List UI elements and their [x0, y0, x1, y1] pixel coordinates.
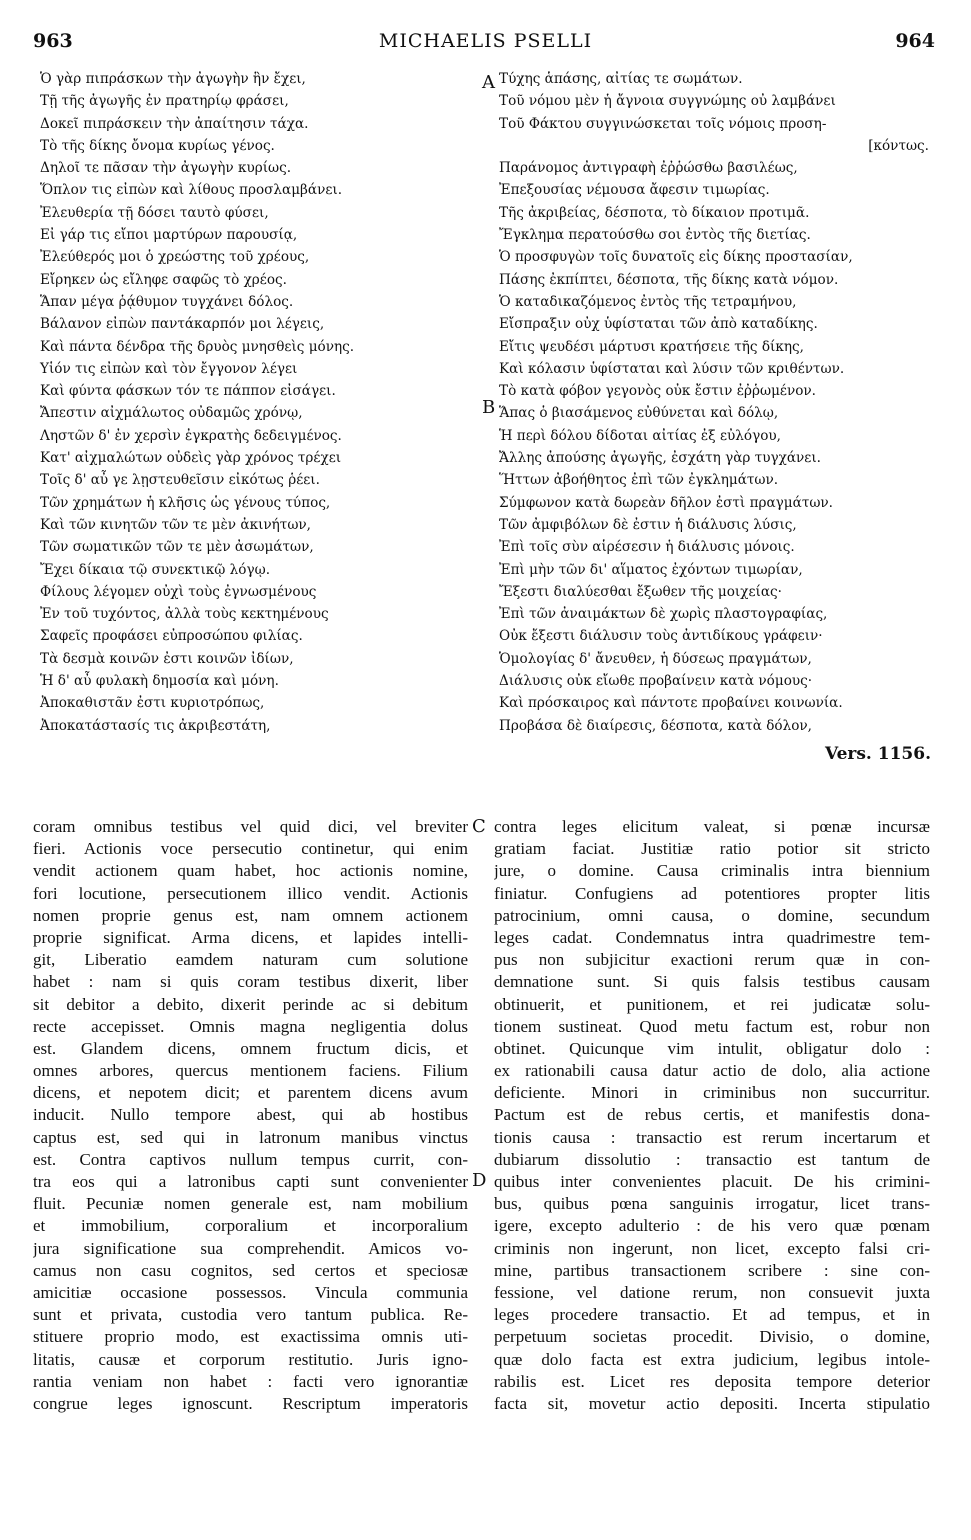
greek-left-line: Υἱόν τις εἰπὼν καὶ τὸν ἔγγονον λέγει — [40, 360, 298, 377]
page-header — [0, 30, 971, 60]
latin-left-line: congrue leges ignoscunt. Rescriptum imperatoris — [33, 1393, 468, 1413]
latin-left-line: habet : nam si quis coram testibus dixerit, liber — [33, 972, 468, 992]
greek-left-line: Σαφεῖς προφάσει εὐπροσώπου φιλίας. — [40, 628, 303, 645]
greek-left-line: Καὶ φύντα φάσκων τόν τε πάππον εἰσάγει. — [40, 383, 336, 400]
latin-left-line: coram omnibus testibus vel quid dici, vel breviter — [33, 817, 468, 836]
greek-right-line: Τύχης ἁπάσης, αἰτίας τε σωμάτων. — [499, 71, 743, 87]
greek-right-line: Τῆς ἀκριβείας, δέσποτα, τὸ δίκαιον προτιμᾶ. — [499, 204, 810, 221]
greek-right-line: [κόντως. — [868, 137, 929, 154]
greek-right-line: Παράνομος ἀντιγραφὴ ἐῤῥώσθω βασιλέως, — [499, 160, 798, 177]
greek-verse-left-column — [40, 68, 460, 737]
latin-left-line: est. Glandem dicens, omnem fructum dicis, et — [33, 1038, 468, 1058]
greek-right-line: Ἐπὶ τῶν ἀναιμάκτων δὲ χωρὶς πλαστογραφίας, — [499, 606, 828, 623]
greek-right-line: Ἅπας ὁ βιασάμενος εὐθύνεται καὶ δόλῳ, — [499, 405, 779, 422]
verse-number-note: Vers. 1156. — [824, 744, 931, 764]
greek-left-line: Κατ' αἰχμαλώτων οὐδεὶς γὰρ χρόνος τρέχει — [40, 450, 342, 467]
margin-letter-c: C — [472, 816, 486, 837]
latin-left-line: fluit. Pecuniæ nomen generale est, nam mobilium — [33, 1194, 468, 1214]
latin-right-line: contra leges elicitum valeat, si pœnæ incursæ — [494, 817, 930, 836]
latin-left-line: omnes arbores, quercus mentionem faciens. Filium — [33, 1061, 468, 1081]
page-number-right: 964 — [895, 30, 935, 52]
latin-left-line: est. Contra captivos nullum tempus currit, con- — [33, 1149, 468, 1169]
greek-left-line: Ἐν τοῦ τυχόντος, ἀλλὰ τοὺς κεκτημένους — [40, 606, 329, 623]
latin-left-line: tra eos qui a latronibus capti sunt convenienter — [33, 1172, 468, 1191]
latin-left-line: et immobilium, corporalium et incorporalium — [33, 1216, 468, 1236]
greek-left-line: Καὶ πάντα δένδρα τῆς δρυὸς μνησθεὶς μόνης. — [40, 338, 355, 355]
latin-left-line: rantia veniam non habet : facti vero ignorantiæ — [33, 1371, 468, 1391]
latin-left-line: fori locutione, persecutionem illico vendit. Actionis — [33, 883, 468, 903]
latin-left-line: litatis, causæ et corporum restitutio. Juris igno- — [33, 1349, 468, 1369]
running-title: MICHAELIS PSELLI — [378, 30, 593, 52]
latin-right-line: tionis causa : transactio est rerum incertarum et — [494, 1127, 930, 1147]
greek-right-line: Ἥττων ἀβοήθητος ἐπὶ τῶν ἐγκλημάτων. — [499, 472, 779, 489]
latin-right-line: obtinuerit, et punitionem, et rei judicatæ solu- — [494, 994, 930, 1014]
latin-right-line: criminis non ingerunt, non licet, excepto falsi cri- — [494, 1238, 930, 1258]
greek-left-line: Ὁ γὰρ πιπράσκων τὴν ἀγωγὴν ἣν ἔχει, — [40, 71, 306, 87]
latin-right-line: jure, o domine. Causa criminalis intra biennium — [494, 861, 930, 881]
latin-right-line: demnatione sunt. Si quis falsis testibus causam — [494, 972, 930, 992]
greek-left-line: Ληστῶν δ' ἐν χερσὶν ἐγκρατὴς δεδειγμένος. — [40, 427, 342, 444]
greek-right-line: Προβάσα δὲ διαίρεσις, δέσποτα, κατὰ δόλον, — [499, 717, 812, 734]
latin-right-line: rabilis est. Licet res deposita tempore deterior — [494, 1371, 930, 1391]
latin-left-line: inducit. Nullo tempore abest, qui ab hostibus — [33, 1105, 468, 1125]
latin-left-line: amicitiæ occasione possessos. Vincula communia — [33, 1282, 468, 1302]
margin-letter-d: D — [472, 1170, 487, 1191]
latin-right-line: quæ dolo facta est extra judicium, legibus intole- — [494, 1349, 930, 1369]
greek-left-line: Ἅπαν μέγα ῥᾴθυμον τυγχάνει δόλος. — [40, 293, 294, 310]
latin-right-line: pus non subjicitur exactioni rerum quæ in con- — [494, 950, 930, 970]
greek-right-line: Ὁ προσφυγὼν τοῖς δυνατοῖς εἰς δίκης προστασίαν, — [499, 249, 853, 266]
greek-right-line: Ὁ καταδικαζόμενος ἐντὸς τῆς τετραμήνου, — [499, 293, 797, 310]
margin-letter-a: A — [482, 72, 495, 93]
latin-right-line: tionem sustineat. Quod metu factum est, robur non — [494, 1016, 930, 1036]
latin-right-line: ex rationabili causa datur actio de dolo, alia actione — [494, 1061, 930, 1081]
latin-right-line: finiatur. Confugiens ad potentiores propter litis — [494, 883, 930, 903]
greek-right-line: Ἐπὶ μὴν τῶν δι' αἵματος ἐχόντων τιμωρίαν, — [499, 561, 803, 578]
latin-right-line: deficiente. Minori in criminibus non succurritur. — [494, 1083, 930, 1103]
latin-right-line: facta sit, movetur actio depositi. Incerta stipulatio — [494, 1393, 930, 1413]
greek-left-line: Ὅπλον τις εἰπὼν καὶ λίθους προσλαμβάνει. — [40, 182, 343, 199]
latin-translation-left-column — [33, 816, 468, 1415]
greek-left-line: Ἐλευθερία τῇ δόσει ταυτὸ φύσει, — [40, 204, 269, 221]
greek-left-line: Εἰ γάρ τις εἴποι μαρτύρων παρουσίᾳ, — [40, 227, 298, 244]
latin-right-line: dubiarum dissolutio : transactio est tantum de — [494, 1149, 930, 1169]
greek-left-line: Δοκεῖ πιπράσκειν τὴν ἀπαίτησιν τάχα. — [40, 115, 309, 132]
latin-left-line: camus non casu cognitos, sed certos et speciosæ — [33, 1260, 468, 1280]
greek-left-line: Ἀποκαθιστᾶν ἐστι κυριοτρόπως, — [40, 695, 265, 712]
greek-left-line: Τὸ τῆς δίκης ὄνομα κυρίως γένος. — [40, 137, 275, 154]
greek-left-line: Τὰ δεσμὰ κοινῶν ἐστι κοινῶν ἰδίων, — [40, 650, 294, 667]
greek-right-line: Πάσης ἐκπίπτει, δέσποτα, τῆς δίκης κατὰ νόμον. — [499, 271, 839, 288]
greek-right-line: Ἐπὶ τοῖς σὺν αἱρέσεσιν ἡ διάλυσις μόνοις. — [499, 539, 795, 556]
greek-right-line: Ἡ περὶ δόλου δίδοται αἰτίας ἐξ εὐλόγου, — [499, 427, 781, 444]
latin-right-line: mine, partibus transactionem scribere : sine con- — [494, 1260, 930, 1280]
latin-left-line: vendit actionem quam habet, hoc actionis nomine, — [33, 861, 468, 881]
latin-right-line: Pactum est de rebus certis, et manifestis dona- — [494, 1105, 930, 1125]
greek-right-line: Ἐπεξουσίας νέμουσα ἄφεσιν τιμωρίας. — [499, 182, 770, 199]
greek-right-line: Ἄλλης ἀπούσης ἀγωγῆς, ἐσχάτη γὰρ τυγχάνει. — [499, 450, 821, 467]
latin-left-line: nomen proprie genus est, nam omnem actionem — [33, 905, 468, 925]
greek-left-line: Ἄπεστιν αἰχμάλωτος οὐδαμῶς χρόνῳ, — [40, 405, 303, 422]
greek-right-line: Σύμφωνον κατὰ δωρεὰν δῆλον ἐστὶ πραγμάτων. — [499, 494, 834, 511]
latin-right-line: quibus inter convenientes placuit. De his crimini- — [494, 1172, 930, 1191]
greek-right-line: Ἔγκλημα περατούσθω σοι ἐντὸς τῆς διετίας. — [499, 227, 811, 244]
greek-right-line: Τῶν ἀμφιβόλων δὲ ἐστιν ἡ διάλυσις λύσις, — [499, 516, 797, 533]
latin-left-line: sunt et privata, custodia vero tantum publica. Re- — [33, 1305, 468, 1325]
latin-right-line: patrocinium, omni causa, o domine, secundum — [494, 905, 930, 925]
greek-left-line: Τῶν χρημάτων ἡ κλῆσις ὡς γένους τύπος, — [40, 494, 331, 511]
latin-left-line: recte accepisset. Omnis magna negligentia dolus — [33, 1016, 468, 1036]
greek-left-line: Δηλοῖ τε πᾶσαν τὴν ἀγωγὴν κυρίως. — [40, 160, 292, 177]
greek-right-line: Ὁμολογίας δ' ἄνευθεν, ἡ δύσεως πραγμάτων, — [499, 650, 812, 667]
greek-left-line: Ἀποκατάστασίς τις ἀκριβεστάτη, — [40, 717, 271, 734]
latin-right-line: leges cadat. Condemnatus intra quadrimestre tem- — [494, 927, 930, 947]
greek-left-line: Ἡ δ' αὖ φυλακὴ δημοσία καὶ μόνη. — [40, 673, 279, 690]
latin-left-line: proprie significat. Arma dicens, et lapides intelli- — [33, 927, 468, 947]
latin-right-line: leges procedere transactio. Et ad tempus, et in — [494, 1305, 930, 1325]
greek-left-line: Ἔχει δίκαια τῷ συνεκτικῷ λόγῳ. — [40, 561, 271, 578]
greek-right-line: Διάλυσις οὐκ εἴωθε προβαίνειν κατὰ νόμους· — [499, 673, 813, 690]
page-number-left: 963 — [33, 30, 73, 52]
latin-left-line: sit debitor a debito, dixerit perinde ac si debitum — [33, 994, 468, 1014]
greek-left-line: Τῇ τῆς ἀγωγῆς ἐν πρατηρίῳ φράσει, — [40, 93, 289, 110]
greek-left-line: Τοῖς δ' αὖ γε λῃστευθεῖσιν εἰκότως ῥέει. — [40, 472, 320, 489]
latin-left-line: fieri. Actionis voce persecutio continetur, qui enim — [33, 839, 468, 859]
latin-translation-right-column — [494, 816, 930, 1415]
latin-right-line: bus, quibus pœna sanguinis irrogatur, licet trans- — [494, 1194, 930, 1214]
latin-left-line: stituere proprio modo, est exactissima omnis uti- — [33, 1327, 468, 1347]
latin-left-line: jura significatione sua comprehendit. Amicos vo- — [33, 1238, 468, 1258]
margin-letter-b: B — [482, 397, 496, 418]
greek-verse-right-column — [499, 68, 939, 737]
greek-left-line: Εἴρηκεν ὡς εἴληφε σαφῶς τὸ χρέος. — [40, 271, 287, 288]
greek-left-line: Φίλους λέγομεν οὐχὶ τοὺς ἐγνωσμένους — [40, 583, 317, 600]
latin-right-line: igere, excepto adulterio : de his vero quæ pœnam — [494, 1216, 930, 1236]
greek-left-line: Καὶ τῶν κινητῶν τῶν τε μὲν ἀκινήτων, — [40, 516, 311, 533]
latin-left-line: captus est, sed qui in latronum manibus vinctus — [33, 1127, 468, 1147]
greek-left-line: Ἐλεύθερός μοι ὁ χρεώστης τοῦ χρέους, — [40, 249, 310, 266]
latin-right-line: fessione, vel datione rerum, non consuevit juxta — [494, 1282, 930, 1302]
greek-left-line: Βάλανον εἰπὼν παντάκαρπόν μοι λέγεις, — [40, 316, 325, 333]
greek-right-line: Εἴσπραξιν οὐχ ὑφίσταται τῶν ἀπὸ καταδίκης. — [499, 316, 818, 333]
greek-right-line: Καὶ κόλασιν ὑφίσταται καὶ λύσιν τῶν κριθέντων. — [499, 360, 845, 377]
latin-right-line: gratiam faciat. Justitiæ ratio potior sit stricto — [494, 839, 930, 859]
latin-left-line: git, Liberatio eamdem naturam cum solutione — [33, 950, 468, 970]
greek-right-line: Τὸ κατὰ φόβον γεγονὸς οὐκ ἔστιν ἐῤῥωμένον. — [499, 383, 817, 400]
greek-right-line: Τοῦ Φάκτου συγγινώσκεται τοῖς νόμοις προση- — [499, 115, 827, 132]
greek-right-line: Οὐκ ἔξεστι διάλυσιν τοὺς ἀντιδίκους γράφειν· — [499, 628, 823, 645]
greek-left-line: Τῶν σωματικῶν τῶν τε μὲν ἀσωμάτων, — [40, 539, 314, 556]
greek-right-line: Τοῦ νόμου μὲν ἡ ἄγνοια συγγνώμης οὐ λαμβάνει — [499, 93, 836, 110]
greek-right-line: Ἔξεστι διαλύεσθαι ἔξωθεν τῆς μοιχείας· — [499, 583, 782, 600]
latin-left-line: dicens, et nepotem dicit; et parentem dicens avum — [33, 1083, 468, 1103]
latin-right-line: perpetuum societas procedit. Divisio, o domine, — [494, 1327, 930, 1347]
greek-right-line: Καὶ πρόσκαιρος καὶ πάντοτε προβαίνει κοινωνία. — [499, 695, 843, 712]
latin-right-line: obtinet. Quicunque vim intulit, obligatur dolo : — [494, 1038, 930, 1058]
greek-right-line: Εἴτις ψευδέσι μάρτυσι κρατήσειε τῆς δίκης, — [499, 338, 804, 355]
